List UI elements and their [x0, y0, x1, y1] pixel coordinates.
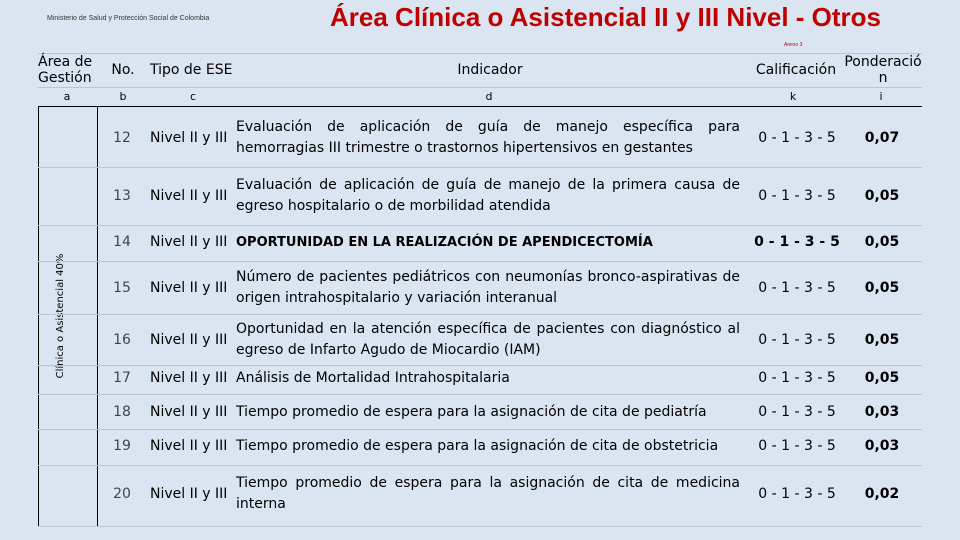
row-indicador — [236, 267, 740, 309]
page-title: Área Clínica o Asistencial II y III Nivel - Otros — [330, 2, 882, 32]
letter-d: d — [485, 90, 493, 103]
row-divider — [38, 429, 922, 430]
row-divider — [38, 167, 922, 168]
row-tipo: Nivel II y III — [150, 187, 228, 204]
row-tipo: Nivel II y III — [150, 438, 228, 454]
row-calificacion: 0 - 1 - 3 - 5 — [758, 187, 836, 204]
row-tipo: Nivel II y III — [150, 279, 228, 296]
row-calificacion: 0 - 1 - 3 - 5 — [754, 234, 840, 250]
no-header: No. — [111, 62, 135, 78]
row-ponderacion: 0,07 — [864, 129, 900, 146]
row-divider — [38, 465, 922, 466]
letters-bottom-rule — [38, 106, 922, 107]
row-no: 20 — [113, 485, 131, 502]
row-no: 18 — [113, 404, 131, 420]
area-gestion-header — [38, 54, 96, 86]
row-divider — [38, 365, 922, 366]
row-ponderacion: 0,05 — [864, 279, 900, 296]
letter-c: c — [189, 90, 197, 103]
side-label: Clínica o Asistencial 40% — [55, 253, 66, 379]
row-no: 14 — [113, 234, 131, 250]
letter-i: i — [879, 90, 883, 103]
row-indicador — [236, 436, 740, 457]
row-divider — [38, 225, 922, 226]
row-ponderacion: 0,03 — [864, 404, 900, 420]
row-calificacion: 0 - 1 - 3 - 5 — [758, 331, 836, 348]
row-ponderacion: 0,05 — [864, 234, 900, 250]
row-indicador-text: Tiempo promedio de espera para la asignación de cita de medicina interna — [236, 475, 740, 512]
area-header-line1: Área de — [38, 54, 93, 70]
ministry-label: Ministerio de Salud y Protección Social de Colombia — [47, 15, 210, 22]
row-indicador — [236, 117, 740, 159]
row-no: 16 — [113, 331, 131, 348]
area-column-border — [97, 107, 98, 527]
row-calificacion: 0 - 1 - 3 - 5 — [758, 404, 836, 420]
row-no: 15 — [113, 279, 131, 296]
ponderacion-header-line2: n — [878, 70, 888, 86]
row-tipo: Nivel II y III — [150, 485, 228, 502]
anexo-label: Anexo 3 — [784, 42, 803, 48]
ponderacion-header-line1: Ponderació — [844, 54, 922, 70]
row-indicador-text: Análisis de Mortalidad Intrahospitalaria — [236, 370, 510, 386]
row-calificacion: 0 - 1 - 3 - 5 — [758, 438, 836, 454]
letter-k: k — [789, 90, 797, 103]
row-ponderacion: 0,05 — [864, 370, 900, 386]
tipo-ese-header: Tipo de ESE — [150, 62, 233, 78]
table-bottom-rule — [38, 526, 922, 527]
row-indicador-text: Tiempo promedio de espera para la asignación de cita de obstetricia — [236, 438, 719, 454]
indicador-header: Indicador — [457, 62, 523, 78]
row-calificacion: 0 - 1 - 3 - 5 — [758, 279, 836, 296]
ponderacion-header — [843, 54, 923, 86]
header-top-rule — [38, 53, 922, 54]
row-indicador — [236, 402, 740, 423]
row-indicador-text: Tiempo promedio de espera para la asignación de cita de pediatría — [236, 404, 707, 420]
row-ponderacion: 0,03 — [864, 438, 900, 454]
row-indicador-text: Número de pacientes pediátricos con neumonías bronco-aspirativas de origen intrahospitalario y variación interanual — [236, 269, 740, 306]
row-divider — [38, 314, 922, 315]
area-header-line2: Gestión — [38, 70, 92, 86]
row-tipo: Nivel II y III — [150, 234, 228, 250]
letter-b: b — [119, 90, 127, 103]
row-indicador — [236, 319, 740, 361]
row-calificacion: 0 - 1 - 3 - 5 — [758, 370, 836, 386]
row-indicador — [236, 175, 740, 217]
row-ponderacion: 0,02 — [864, 485, 900, 502]
row-no: 19 — [113, 438, 131, 454]
letter-a: a — [63, 90, 71, 103]
row-indicador-text: Oportunidad en la atención específica de pacientes con diagnóstico al egreso de Infarto Agudo de Miocardio (IAM) — [236, 321, 740, 358]
row-indicador — [236, 473, 740, 515]
row-divider — [38, 261, 922, 262]
row-tipo: Nivel II y III — [150, 404, 228, 420]
header-bottom-rule — [38, 87, 922, 88]
row-indicador-text: OPORTUNIDAD EN LA REALIZACIÓN DE APENDICECTOMÍA — [236, 235, 653, 250]
row-indicador — [236, 368, 740, 389]
row-indicador-text: Evaluación de aplicación de guía de manejo específica para hemorragias III trimestre o trastornos hipertensivos en gestantes — [236, 119, 740, 156]
row-ponderacion: 0,05 — [864, 187, 900, 204]
row-calificacion: 0 - 1 - 3 - 5 — [758, 485, 836, 502]
row-no: 17 — [113, 370, 131, 386]
row-ponderacion: 0,05 — [864, 331, 900, 348]
calificacion-header: Calificación — [755, 62, 837, 78]
row-tipo: Nivel II y III — [150, 129, 228, 146]
row-no: 13 — [113, 187, 131, 204]
row-divider — [38, 394, 922, 395]
row-tipo: Nivel II y III — [150, 370, 228, 386]
row-no: 12 — [113, 129, 131, 146]
row-indicador — [236, 232, 740, 253]
row-indicador-text: Evaluación de aplicación de guía de manejo de la primera causa de egreso hospitalario o de morbilidad atendida — [236, 177, 740, 214]
left-border — [38, 107, 39, 527]
row-tipo: Nivel II y III — [150, 331, 228, 348]
row-calificacion: 0 - 1 - 3 - 5 — [758, 129, 836, 146]
